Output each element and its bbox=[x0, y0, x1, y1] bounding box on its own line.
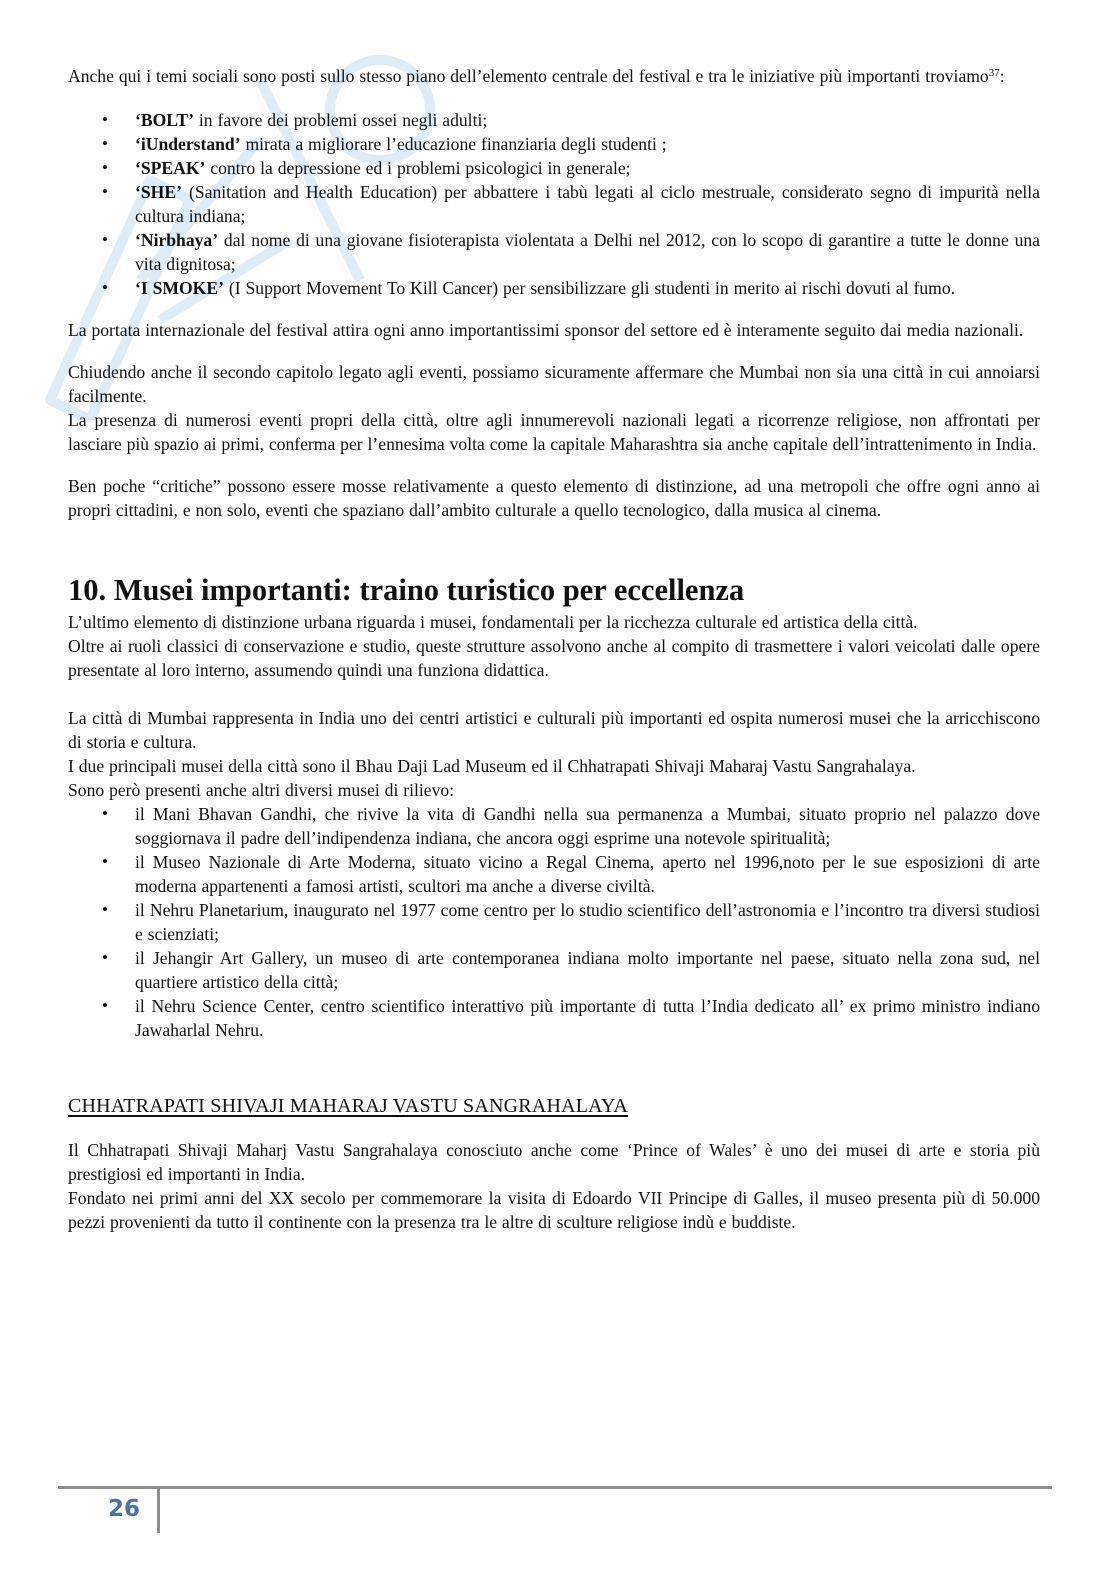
list-item: • ‘I SMOKE’ (I Support Movement To Kill Cancer) per sensibilizzare gli studenti in merito ai rischi dovuti al fumo. bbox=[68, 276, 1040, 300]
paragraph: La portata internazionale del festival attira ogni anno importantissimi sponsor del settore ed è interamente seguito dai media nazionali. bbox=[68, 320, 1024, 340]
footer-rule bbox=[58, 1486, 1052, 1489]
footnote-ref[interactable]: 37 bbox=[988, 67, 1000, 79]
list-item: • il Mani Bhavan Gandhi, che rivive la vita di Gandhi nella sua permanenza a Mumbai, situato proprio nel palazzo dove soggiornava il padre dell’indipendenza indiana, che ancora oggi esprime una notevole spiritualità; bbox=[68, 802, 1040, 850]
paragraph: I due principali musei della città sono il Bhau Daji Lad Museum ed il Chhatrapati Shivaji Maharaj Vastu Sangrahalaya. bbox=[68, 756, 916, 776]
paragraph: Chiudendo anche il secondo capitolo legato agli eventi, possiamo sicuramente affermare che Mumbai non sia una città in cui annoiarsi facilmente. bbox=[68, 362, 1040, 406]
list-item: • il Nehru Science Center, centro scientifico interattivo più importante di tutta l’India dedicato all’ ex primo ministro indiano Jawaharlal Nehru. bbox=[68, 994, 1040, 1042]
footer-divider bbox=[157, 1489, 160, 1533]
list-item: • il Museo Nazionale di Arte Moderna, situato vicino a Regal Cinema, aperto nel 1996,noto per le sue esposizioni di arte moderna appartenenti a famosi artisti, scultori ma anche a diverse civiltà. bbox=[68, 850, 1040, 898]
museums-list bbox=[68, 802, 1040, 1042]
page-number: 26 bbox=[107, 1496, 140, 1522]
list-item: • il Nehru Planetarium, inaugurato nel 1977 come centro per lo studio scientifico dell’astronomia e l’incontro tra diversi studiosi e scienziati; bbox=[68, 898, 1040, 946]
paragraph: Il Chhatrapati Shivaji Maharj Vastu Sangrahalaya conosciuto anche come ‘Prince of Wales’ è uno dei musei di arte e storia più prestigiosi ed importanti in India. bbox=[68, 1140, 1040, 1184]
subsection-heading: CHHATRAPATI SHIVAJI MAHARAJ VASTU SANGRAHALAYA bbox=[68, 1095, 629, 1117]
list-item: • ‘iUnderstand’ mirata a migliorare l’educazione finanziaria degli studenti ; bbox=[68, 132, 1040, 156]
paragraph: Fondato nei primi anni del XX secolo per commemorare la visita di Edoardo VII Principe di Galles, il museo presenta più di 50.000 pezzi provenienti da tutto il continente con la presenza tra le altre di sculture religiose indù e buddiste. bbox=[68, 1188, 1040, 1232]
paragraph: La città di Mumbai rappresenta in India uno dei centri artistici e culturali più importanti ed ospita numerosi musei che la arricchiscono di storia e cultura. bbox=[68, 708, 1040, 752]
paragraph: Sono però presenti anche altri diversi musei di rilievo: bbox=[68, 780, 455, 800]
paragraph: La presenza di numerosi eventi propri della città, oltre agli innumerevoli nazionali legati a ricorrenze religiose, non affrontati per lasciare più spazio ai primi, conferma per l’ennesima volta come la capitale Maharashtra sia anche capitale dell’intrattenimento in India. bbox=[68, 410, 1040, 454]
page-content bbox=[68, 64, 1040, 1234]
list-item: • ‘Nirbhaya’ dal nome di una giovane fisioterapista violentata a Delhi nel 2012, con lo scopo di garantire a tutte le donne una vita dignitosa; bbox=[68, 228, 1040, 276]
list-item: • ‘SPEAK’ contro la depressione ed i problemi psicologici in generale; bbox=[68, 156, 1040, 180]
list-item: • ‘SHE’ (Sanitation and Health Education) per abbattere i tabù legati al ciclo mestruale, considerato segno di impurità nella cultura indiana; bbox=[68, 180, 1040, 228]
list-item: • il Jehangir Art Gallery, un museo di arte contemporanea indiana molto importante nel paese, situato nella zona sud, nel quartiere artistico della città; bbox=[68, 946, 1040, 994]
intro-paragraph: Anche qui i temi sociali sono posti sullo stesso piano dell’elemento centrale del festival e tra le iniziative più importanti troviamo$^{37}$: bbox=[68, 66, 1005, 86]
initiatives-list bbox=[68, 108, 1040, 300]
list-item: • ‘BOLT’ in favore dei problemi ossei negli adulti; bbox=[68, 108, 1040, 132]
section-heading: 10. Musei importanti: traino turistico per eccellenza bbox=[68, 573, 745, 607]
paragraph: Oltre ai ruoli classici di conservazione e studio, queste strutture assolvono anche al compito di trasmettere i valori veicolati dalle opere presentate al loro interno, assumendo quindi una funziona didattica. bbox=[68, 636, 1040, 680]
paragraph: L’ultimo elemento di distinzione urbana riguarda i musei, fondamentali per la ricchezza culturale ed artistica della città. bbox=[68, 612, 918, 632]
paragraph: Ben poche “critiche” possono essere mosse relativamente a questo elemento di distinzione, ad una metropoli che offre ogni anno ai propri cittadini, e non solo, eventi che spaziano dall’ambito culturale a quello tecnologico, dalla musica al cinema. bbox=[68, 476, 1040, 520]
